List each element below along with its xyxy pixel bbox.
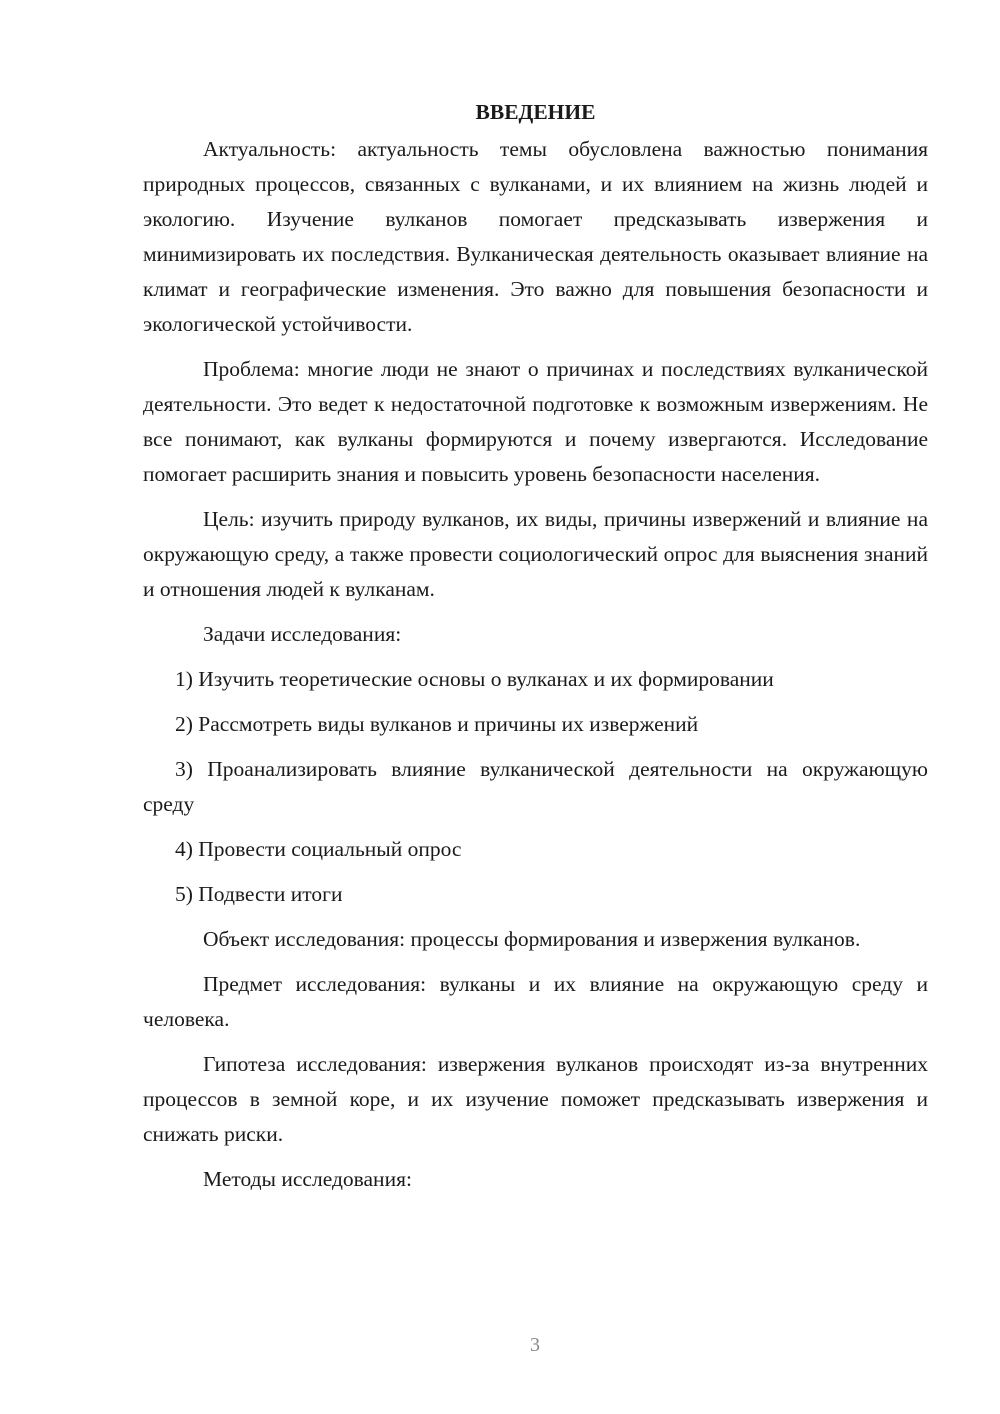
- task-item-3: 3) Проанализировать влияние вулканической деятельности на окружающую среду: [143, 757, 928, 816]
- task-item-4: 4) Провести социальный опрос: [175, 837, 462, 861]
- tasks-heading: Задачи исследования:: [203, 622, 402, 646]
- paragraph-goal: Цель: изучить природу вулканов, их виды, причины извержений и влияние на окружающую среду, а также провести социологический опрос для выяснения знаний и отношения людей к вулканам.: [143, 507, 928, 601]
- section-title: ВВЕДЕНИЕ: [475, 100, 596, 124]
- page-number: 3: [530, 1334, 540, 1356]
- paragraph-relevance: Актуальность: актуальность темы обусловлена важностью понимания природных процессов, связанных с вулканами, и их влиянием на жизнь людей и экологию. Изучение вулканов помогает предсказывать извержения и минимизировать их последствия. Вулканическая деятельность оказывает влияние на климат и географические изменения. Это важно для повышения безопасности и экологической устойчивости.: [143, 137, 928, 336]
- methods-heading: Методы исследования:: [203, 1167, 412, 1191]
- task-item-5: 5) Подвести итоги: [175, 882, 343, 906]
- document-page: [143, 92, 928, 1207]
- task-item-2: 2) Рассмотреть виды вулканов и причины их извержений: [175, 712, 699, 736]
- paragraph-hypothesis: Гипотеза исследования: извержения вулканов происходят из-за внутренних процессов в земной коре, и их изучение поможет предсказывать извержения и снижать риски.: [143, 1052, 928, 1146]
- paragraph-object: Объект исследования: процессы формирования и извержения вулканов.: [203, 927, 861, 951]
- paragraph-problem: Проблема: многие люди не знают о причинах и последствиях вулканической деятельности. Это ведет к недостаточной подготовке к возможным извержениям. Не все понимают, как вулканы формируются и почему извергаются. Исследование помогает расширить знания и повысить уровень безопасности населения.: [143, 357, 928, 486]
- paragraph-subject: Предмет исследования: вулканы и их влияние на окружающую среду и человека.: [143, 972, 928, 1031]
- task-item-1: 1) Изучить теоретические основы о вулканах и их формировании: [175, 667, 774, 691]
